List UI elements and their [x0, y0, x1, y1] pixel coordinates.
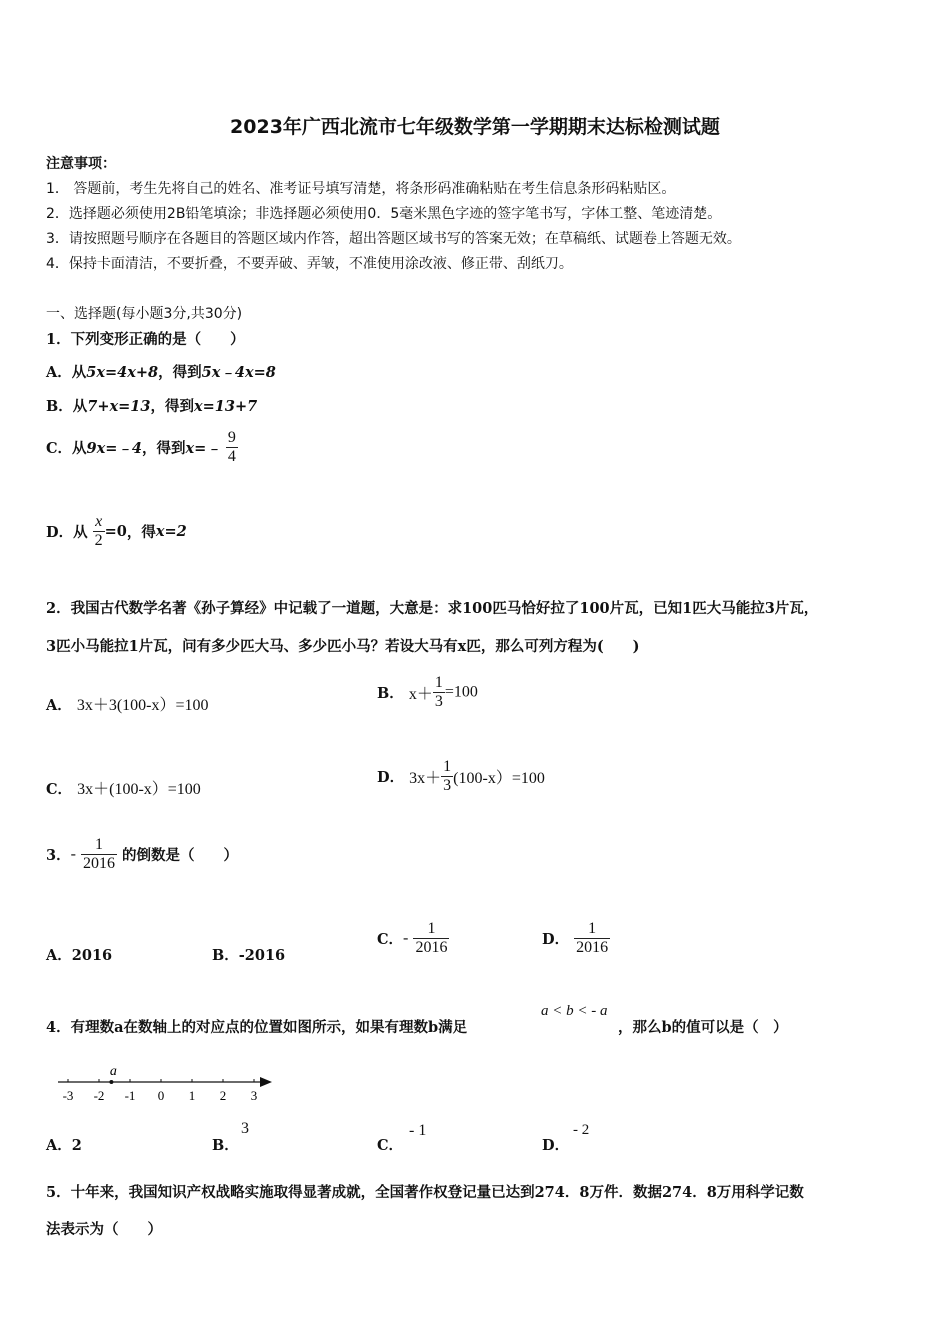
- q2-option-c: C． 3x＋(100-x）=100: [46, 781, 201, 798]
- notice-heading: 注意事项：: [46, 156, 116, 172]
- q2-option-a: A． 3x＋3(100-x）=100: [46, 697, 209, 714]
- point-a-marker: [109, 1080, 113, 1084]
- q3-option-a: A．2016: [46, 947, 113, 964]
- q4-option-b-value: 3: [241, 1120, 249, 1137]
- q1-option-c: C．从9x=﹣4，得到x=﹣ $\frac{9}{4}$: [46, 429, 236, 465]
- number-line-tick-label: 2: [219, 1088, 227, 1103]
- q4-stem-tail: ，那么b的值可以是（ ）: [618, 1019, 788, 1036]
- q2-option-d: D． 3x＋ $\frac{1}{3}$ (100-x）=100: [377, 758, 545, 794]
- q2-b-fraction: $\frac{1}{3}$: [434, 674, 443, 710]
- q3-option-c: C．- $\frac{1}{2016}$: [377, 920, 448, 956]
- number-line-tick-label: 0: [157, 1088, 165, 1103]
- q2-option-b: B． x＋ $\frac{1}{3}$ =100: [377, 674, 478, 710]
- notice-item-2: 2．选择题必须使用2B铅笔填涂；非选择题必须使用0．5毫米黑色字迹的签字笔书写，字体工整、笔迹清楚。: [46, 206, 722, 222]
- q1-option-b: B．从7+x=13，得到x=13+7: [46, 398, 258, 415]
- q4-option-a: A．2: [46, 1137, 82, 1154]
- q1-c-fraction: $\frac{9}{4}$: [227, 429, 236, 465]
- q1-option-a: A．从5x=4x+8，得到5x﹣4x=8: [46, 364, 276, 381]
- number-line-tick-label: -2: [93, 1088, 105, 1103]
- q1-option-d: D．从 $\frac{x}{2}$ =0，得x=2: [46, 513, 187, 549]
- page-title: 2023年广西北流市七年级数学第一学期期末达标检测试题: [230, 116, 720, 138]
- q4-option-d-value: - 2: [573, 1122, 590, 1138]
- q4-condition: a < b < - a: [541, 1003, 608, 1019]
- number-line-tick-label: 3: [250, 1088, 258, 1103]
- q4-option-c-value: - 1: [409, 1122, 427, 1139]
- notice-item-1: 1． 答题前，考生先将自己的姓名、准考证号填写清楚，将条形码准确粘贴在考生信息条形码粘贴区。: [46, 181, 676, 197]
- q4-option-b: B．: [212, 1137, 239, 1154]
- q3-stem: 3．- $\frac{1}{2016}$ 的倒数是（ ）: [46, 836, 239, 872]
- section-heading: 一、选择题(每小题3分,共30分): [46, 306, 243, 322]
- q1-d-fraction: $\frac{x}{2}$: [94, 513, 103, 549]
- q3-c-fraction: $\frac{1}{2016}$: [415, 920, 448, 956]
- q5-stem-line-2: 法表示为（ ）: [46, 1221, 162, 1238]
- q4-option-d: D．: [542, 1137, 570, 1154]
- q4-option-c: C．: [377, 1137, 404, 1154]
- number-line-tick-label: -1: [124, 1088, 136, 1103]
- q4-stem: 4．有理数a在数轴上的对应点的位置如图所示，如果有理数b满足: [46, 1019, 468, 1036]
- q1-stem: 1．下列变形正确的是（ ）: [46, 331, 245, 348]
- q3-option-b: B．-2016: [212, 947, 286, 964]
- point-a-label: a: [109, 1064, 117, 1079]
- q2-stem-line-1: 2．我国古代数学名著《孙子算经》中记载了一道题，大意是：求100匹马恰好拉了100片瓦，已知1匹大马能拉3片瓦，: [46, 600, 819, 617]
- number-line-tick-label: -3: [62, 1088, 74, 1103]
- q3-option-d: D． $\frac{1}{2016}$: [542, 920, 609, 956]
- q5-stem-line-1: 5．十年来，我国知识产权战略实施取得显著成就，全国著作权登记量已达到274．8万件．数据274．8万用科学记数: [46, 1184, 804, 1201]
- number-line: [50, 1060, 280, 1108]
- notice-item-4: 4．保持卡面清洁，不要折叠，不要弄破、弄皱，不准使用涂改液、修正带、刮纸刀。: [46, 256, 573, 272]
- notice-item-3: 3．请按照题号顺序在各题目的答题区域内作答，超出答题区域书写的答案无效；在草稿纸、试题卷上答题无效。: [46, 231, 741, 247]
- q2-d-fraction: $\frac{1}{3}$: [443, 758, 452, 794]
- q3-d-fraction: $\frac{1}{2016}$: [576, 920, 609, 956]
- number-line-tick-label: 1: [188, 1088, 196, 1103]
- q2-stem-line-2: 3匹小马能拉1片瓦，问有多少匹大马、多少匹小马？若设大马有x匹，那么可列方程为( ): [46, 638, 640, 655]
- q3-fraction: $\frac{1}{2016}$: [82, 836, 115, 872]
- number-line-arrow: [260, 1077, 272, 1087]
